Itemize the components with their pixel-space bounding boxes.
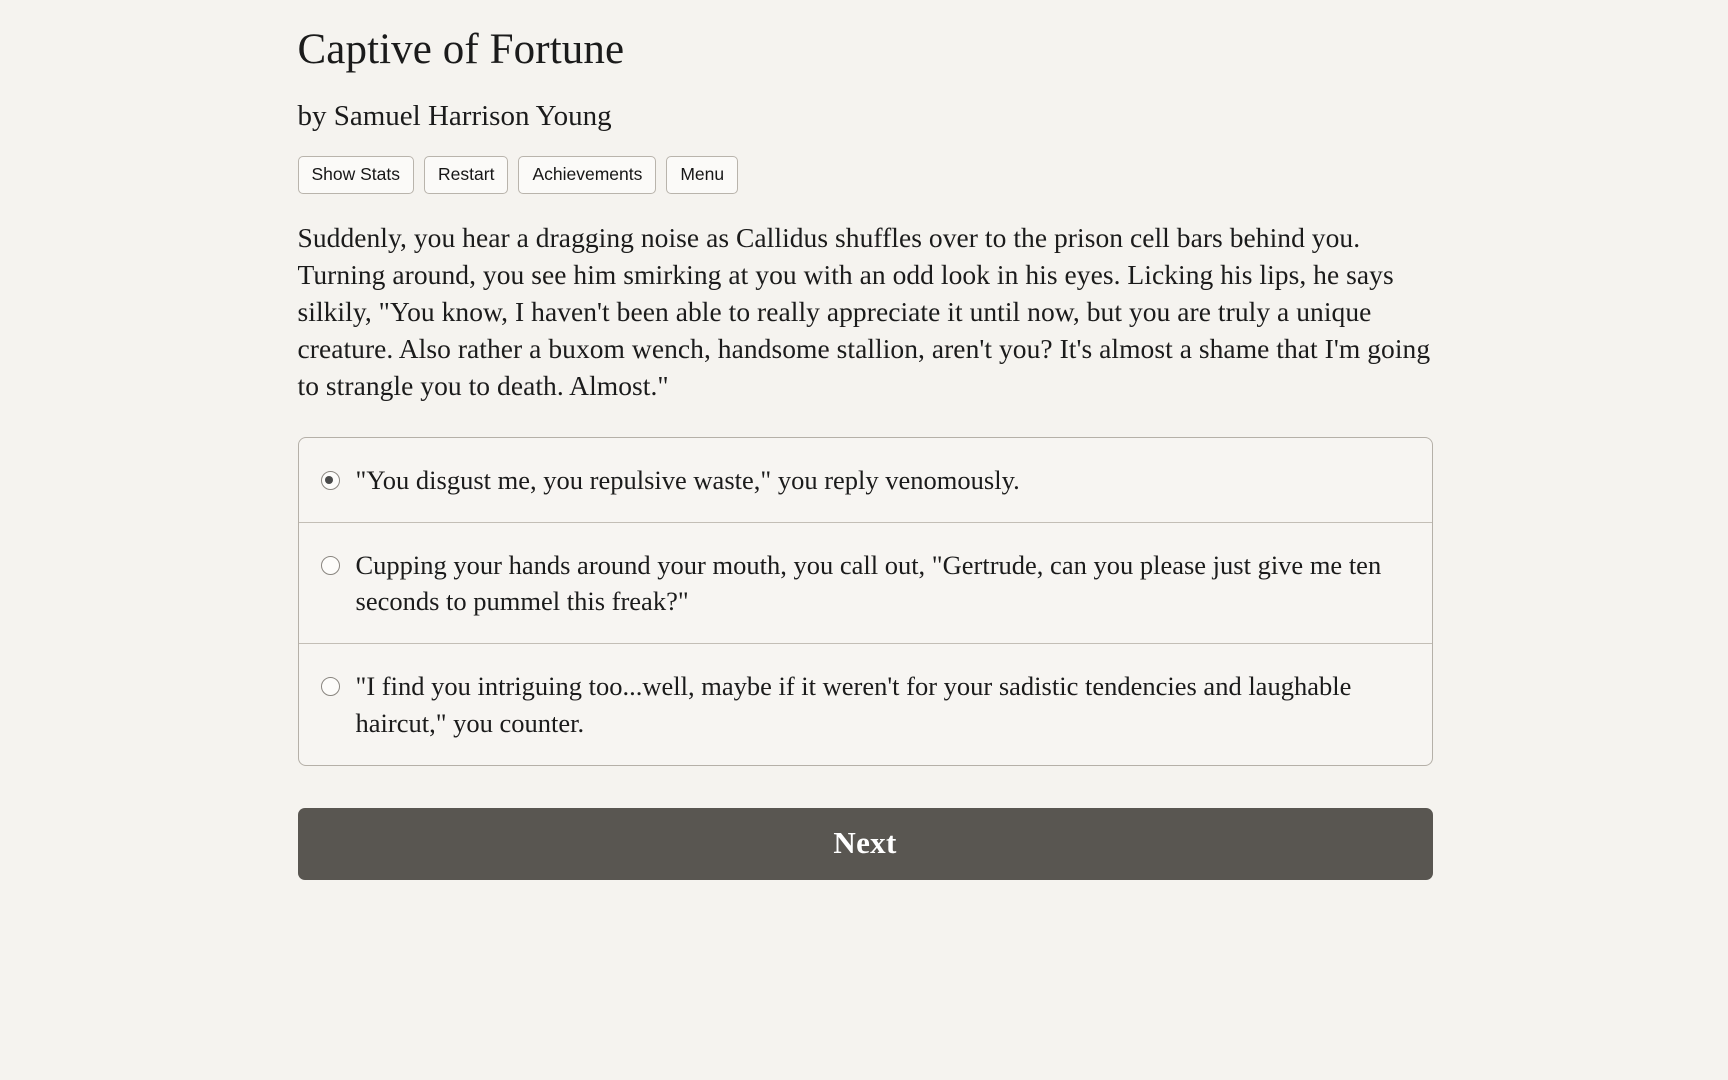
show-stats-button[interactable]: Show Stats — [298, 156, 415, 195]
radio-icon[interactable] — [321, 677, 340, 696]
achievements-button[interactable]: Achievements — [518, 156, 656, 195]
menu-button[interactable]: Menu — [666, 156, 738, 195]
radio-icon[interactable] — [321, 556, 340, 575]
choice-option-2[interactable] — [299, 523, 1432, 644]
story-byline: by Samuel Harrison Young — [297, 100, 612, 133]
choice-label: Cupping your hands around your mouth, you call out, "Gertrude, can you please just give me ten seconds to pummel this freak?" — [355, 550, 1382, 617]
choice-option-3[interactable] — [299, 644, 1432, 764]
story-paragraph: Suddenly, you hear a dragging noise as Callidus shuffles over to the prison cell bars behind you. Turning around, you see him smirking at you with an odd look in his eyes. Licking his lips, he says silkily, "You know, I haven't been able to really appreciate it until now, but you are truly a unique creature. Also rather a buxom wench, handsome stallion, aren't you? It's almost a shame that I'm going to strangle you to death. Almost." — [297, 222, 1431, 402]
toolbar — [298, 156, 1433, 195]
next-button[interactable]: Next — [298, 808, 1433, 880]
story-container — [296, 26, 1433, 880]
choice-option-1[interactable] — [299, 438, 1432, 523]
page-title: Captive of Fortune — [297, 26, 625, 73]
choice-label: "I find you intriguing too...well, maybe if it weren't for your sadistic tendencies and laughable haircut," you counter. — [355, 671, 1352, 738]
radio-icon-selected[interactable] — [321, 471, 340, 490]
choice-label: "You disgust me, you repulsive waste," you reply venomously. — [355, 465, 1020, 496]
restart-button[interactable]: Restart — [424, 156, 508, 195]
choice-list — [298, 437, 1433, 765]
